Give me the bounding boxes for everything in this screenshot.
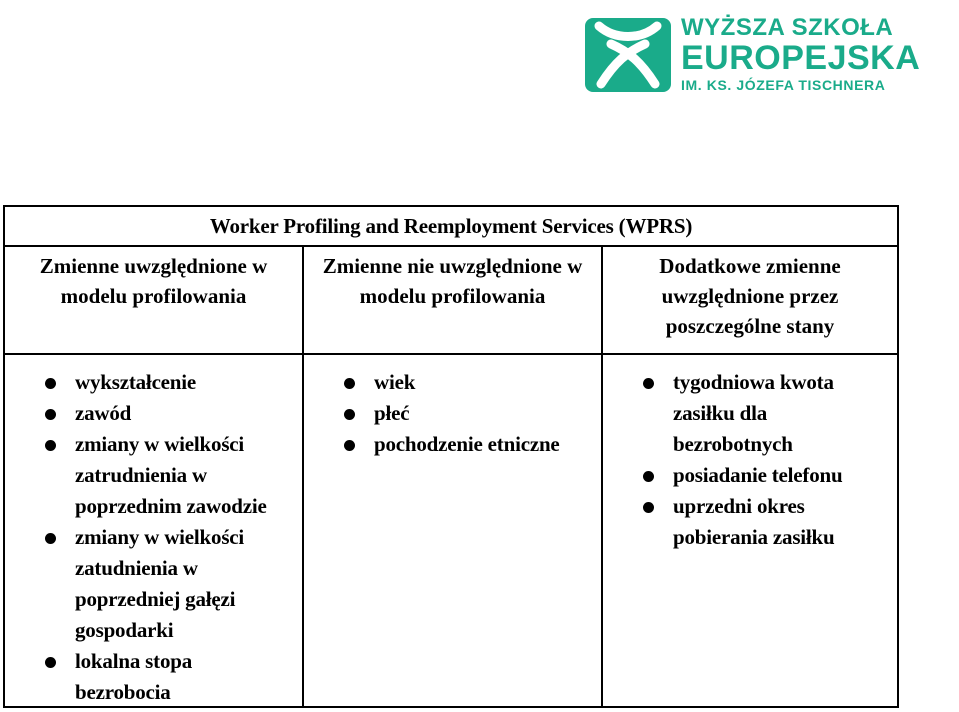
bullet-icon: [344, 409, 355, 420]
wse-x-logo-icon: [585, 18, 671, 92]
bullet-icon: [643, 378, 654, 389]
bullet-icon: [643, 502, 654, 513]
list-item: [75, 429, 302, 522]
excluded-variables-cell: [304, 355, 603, 706]
column-header-additional: Dodatkowe zmienne uwzględnione przez poszczególne stany: [659, 254, 841, 338]
list-item: [374, 429, 601, 460]
logo-line-3: IM. KS. JÓZEFA TISCHNERA: [681, 77, 886, 93]
list-item-text: posiadanie telefonu: [673, 463, 843, 487]
bullet-icon: [45, 378, 56, 389]
wprs-table: [3, 205, 899, 708]
bullet-icon: [643, 471, 654, 482]
included-variables-list: [5, 355, 302, 708]
list-item: [673, 491, 897, 553]
list-item-text: wiek: [374, 370, 416, 394]
list-item: [75, 646, 302, 708]
logo-wordmark: [681, 14, 920, 92]
list-item: [374, 398, 601, 429]
excluded-variables-list: [304, 355, 601, 460]
additional-variables-list: [603, 355, 897, 553]
logo-line-2: EUROPEJSKA: [681, 39, 921, 77]
list-item-text: zawód: [75, 401, 132, 425]
bullet-icon: [45, 440, 56, 451]
list-item: [673, 460, 897, 491]
included-variables-cell: [5, 355, 304, 706]
table-header-row: [5, 247, 897, 355]
column-header-included: Zmienne uwzględnione w modelu profilowania: [5, 247, 304, 353]
list-item: [75, 398, 302, 429]
logo-line-1: WYŻSZA SZKOŁA: [681, 14, 894, 41]
bullet-icon: [45, 533, 56, 544]
list-item-text: lokalna stopa bezrobocia: [75, 649, 193, 704]
list-item-text: zmiany w wielkości zatudnienia w poprzedniej gałęzi gospodarki: [75, 525, 245, 642]
additional-variables-cell: [603, 355, 897, 706]
list-item-text: tygodniowa kwota zasiłku dla bezrobotnych: [673, 370, 834, 456]
list-item-text: wykształcenie: [75, 370, 197, 394]
bullet-icon: [45, 657, 56, 668]
table-body-row: [5, 355, 897, 706]
list-item: [673, 367, 897, 460]
column-header-not-included: Zmienne nie uwzględnione w modelu profilowania: [304, 247, 603, 353]
list-item: [75, 367, 302, 398]
university-logo: [585, 14, 945, 96]
bullet-icon: [45, 409, 56, 420]
list-item: [374, 367, 601, 398]
list-item-text: płeć: [374, 401, 410, 425]
table-title: Worker Profiling and Reemployment Services (WPRS): [5, 207, 897, 247]
bullet-icon: [344, 378, 355, 389]
list-item-text: zmiany w wielkości zatrudnienia w poprzednim zawodzie: [75, 432, 267, 518]
list-item: [75, 522, 302, 646]
bullet-icon: [344, 440, 355, 451]
list-item-text: uprzedni okres pobierania zasiłku: [673, 494, 835, 549]
list-item-text: pochodzenie etniczne: [374, 432, 560, 456]
